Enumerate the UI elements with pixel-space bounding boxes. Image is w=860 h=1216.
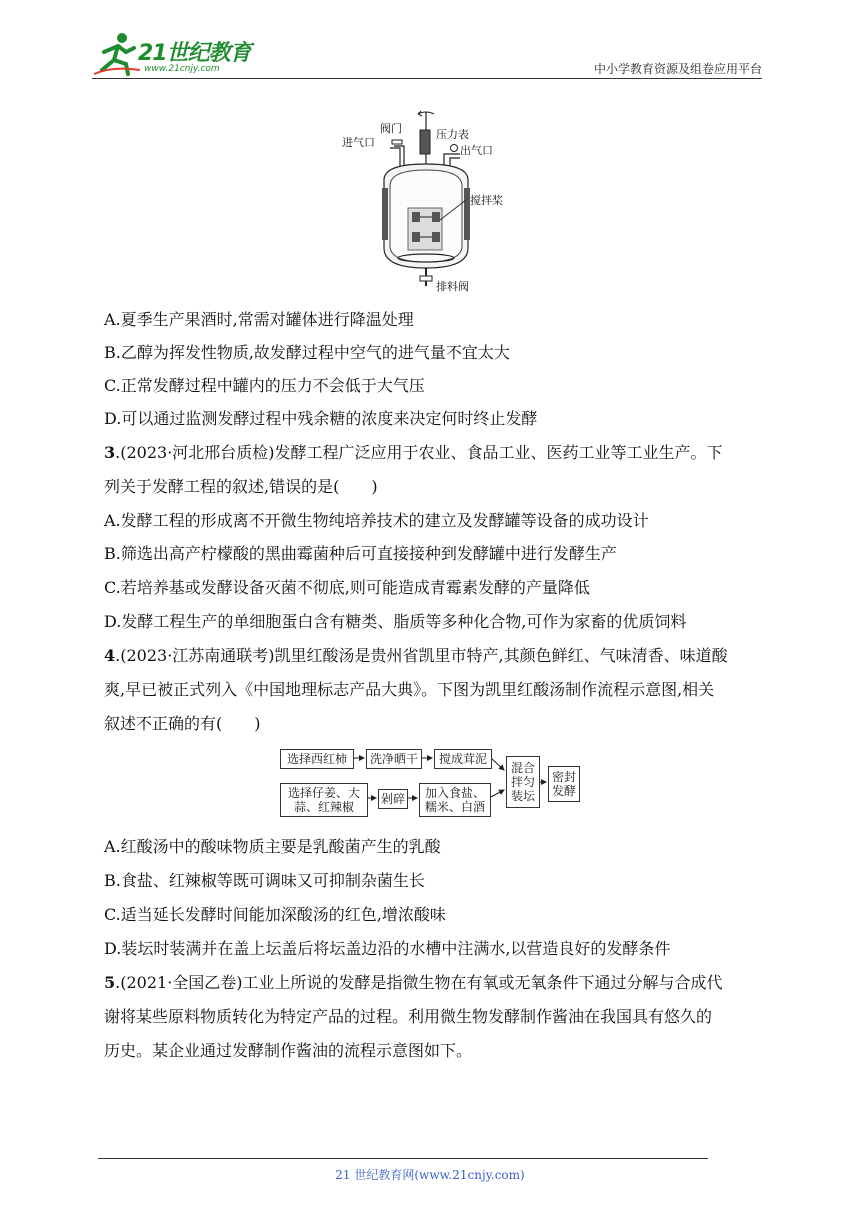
flow-step-mix-jar-line-2: 拌匀: [510, 775, 535, 789]
q2-option-b: B.乙醇为挥发性物质,故发酵过程中空气的进气量不宜太大: [104, 343, 510, 362]
q3-stem-line-2: 列关于发酵工程的叙述,错误的是( ): [104, 477, 378, 496]
sour-soup-flowchart: [280, 746, 580, 822]
label-gauge: 压力表: [436, 128, 469, 141]
label-valve: 阀门: [380, 122, 402, 135]
q5-stem-text-1: .(2021·全国乙卷)工业上所说的发酵是指微生物在有氧或无氧条件下通过分解与合成代: [115, 973, 723, 992]
q5-number: 5: [104, 973, 116, 992]
q4-stem-line-2: 爽,早已被正式列入《中国地理标志产品大典》。下图为凯里红酸汤制作流程示意图,相关: [104, 680, 715, 699]
footer-link[interactable]: 21 世纪教育网(www.21cnjy.com): [335, 1168, 525, 1182]
flow-step-select-spices: [280, 783, 368, 817]
fermenter-diagram: [340, 108, 520, 296]
logo-url: www.21cnjy.com: [144, 64, 220, 74]
q5-stem-line-2: 谢将某些原料物质转化为特定产品的过程。利用微生物发酵制作酱油在我国具有悠久的: [104, 1007, 713, 1026]
q4-option-b: B.食盐、红辣椒等既可调味又可抑制杂菌生长: [104, 871, 425, 890]
flow-step-seal-ferment-line-2: 发酵: [551, 784, 576, 798]
flow-step-select-tomato: 选择西红柿: [280, 749, 354, 769]
q4-option-a: A.红酸汤中的酸味物质主要是乳酸菌产生的乳酸: [104, 837, 441, 856]
q3-option-d: D.发酵工程生产的单细胞蛋白含有糖类、脂质等多种化合物,可作为家畜的优质饲料: [104, 612, 687, 631]
label-stirrer: 搅拌桨: [470, 194, 503, 207]
q3-number: 3: [104, 443, 116, 462]
flow-step-seal-ferment-line-1: 密封: [551, 770, 576, 784]
runner-logo-icon: [92, 30, 142, 78]
q2-option-d: D.可以通过监测发酵过程中残余糖的浓度来决定何时终止发酵: [104, 409, 538, 428]
site-logo[interactable]: [92, 30, 262, 78]
q4-option-d: D.装坛时装满并在盖上坛盖后将坛盖边沿的水槽中注满水,以营造良好的发酵条件: [104, 939, 671, 958]
label-inlet: 进气口: [342, 136, 375, 149]
q5-stem-line-3: 历史。某企业通过发酵制作酱油的流程示意图如下。: [104, 1041, 473, 1060]
q3-option-a: A.发酵工程的形成离不开微生物纯培养技术的建立及发酵罐等设备的成功设计: [104, 511, 649, 530]
flow-step-seal-ferment: [548, 766, 580, 802]
q2-option-c: C.正常发酵过程中罐内的压力不会低于大气压: [104, 376, 425, 395]
flow-step-mix-jar-line-3: 装坛: [510, 789, 535, 803]
flow-step-add-salt-line-1: 加入食盐、: [424, 786, 485, 800]
q4-option-c: C.适当延长发酵时间能加深酸汤的红色,增浓酸味: [104, 905, 446, 924]
platform-name: 中小学教育资源及组卷应用平台: [593, 62, 762, 76]
q3-stem-text-1: .(2023·河北邢台质检)发酵工程广泛应用于农业、食品工业、医药工业等工业生产。下: [115, 443, 723, 462]
flow-step-select-spices-line-1: 选择仔姜、大: [287, 786, 360, 800]
header-divider: [92, 78, 762, 79]
label-outlet: 出气口: [460, 144, 493, 157]
label-drain: 排料阀: [436, 280, 469, 293]
flow-step-add-salt-line-2: 糯米、白酒: [424, 800, 485, 814]
q3-stem-line-1: [104, 442, 723, 464]
flow-step-puree: 搅成茸泥: [434, 749, 492, 769]
q5-stem-line-1: [104, 972, 723, 994]
q4-stem-line-1: [104, 645, 728, 667]
flow-step-chop: 剁碎: [378, 789, 408, 809]
flow-step-wash-dry: 洗净晒干: [366, 749, 422, 769]
footer-divider: [98, 1158, 708, 1159]
q3-option-c: C.若培养基或发酵设备灭菌不彻底,则可能造成青霉素发酵的产量降低: [104, 578, 590, 597]
page-header: [92, 30, 762, 82]
flow-step-mix-jar: [506, 756, 540, 808]
logo-text: 21世纪教育: [138, 41, 251, 66]
q4-stem-text-1: .(2023·江苏南通联考)凯里红酸汤是贵州省凯里市特产,其颜色鲜红、气味清香、味道酸: [115, 646, 728, 665]
flow-step-mix-jar-line-1: 混合: [510, 761, 535, 775]
q4-stem-line-3: 叙述不正确的有( ): [104, 714, 261, 733]
flow-step-add-salt: [419, 783, 491, 817]
q3-option-b: B.筛选出高产柠檬酸的黑曲霉菌种后可直接接种到发酵罐中进行发酵生产: [104, 544, 617, 563]
q4-number: 4: [104, 646, 116, 665]
q2-option-a: A.夏季生产果酒时,常需对罐体进行降温处理: [104, 310, 414, 329]
flow-step-select-spices-line-2: 蒜、红辣椒: [293, 800, 354, 814]
